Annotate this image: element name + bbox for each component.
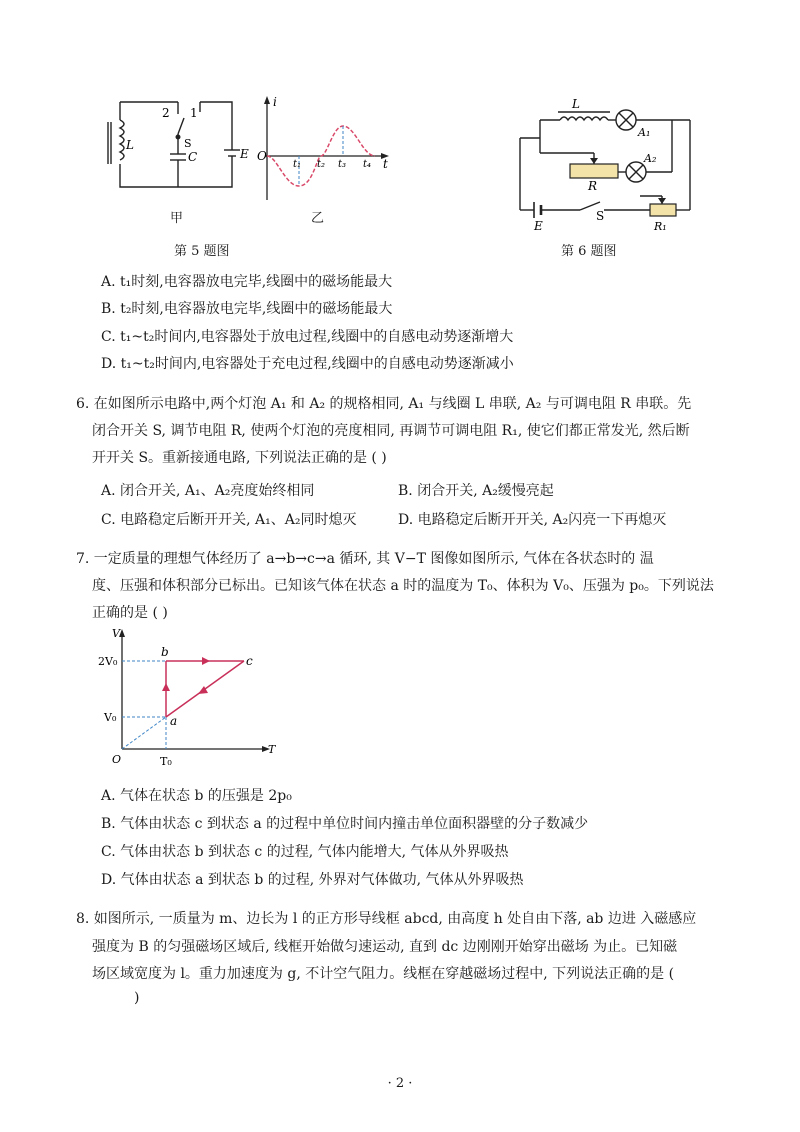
q8-stem-line-4: ) (134, 990, 140, 1006)
resistor-R (570, 164, 618, 178)
q5-option-d: D. t₁~t₂时间内,电容器处于充电过程,线圈中的自感电动势逐渐减小 (101, 356, 514, 372)
fig5-label-jia: 甲 (170, 211, 184, 226)
q7-option-a: A. 气体在状态 b 的压强是 2p₀ (101, 788, 292, 804)
label-b: b (161, 645, 169, 659)
rheostat-R1 (650, 204, 676, 216)
fig5-circuit-diagram (100, 92, 250, 202)
label-T0: T₀ (160, 755, 172, 768)
q7-vt-graph (98, 625, 288, 775)
fig6-caption: 第 6 题图 (561, 244, 617, 259)
label-c: c (246, 654, 253, 668)
q5-option-a: A. t₁时刻,电容器放电完毕,线圈中的磁场能最大 (101, 274, 393, 290)
page-number: · 2 · (387, 1076, 413, 1091)
q7-option-c: C. 气体由状态 b 到状态 c 的过程, 气体内能增大, 气体从外界吸热 (101, 844, 509, 860)
label-C: C (188, 150, 198, 164)
q6-option-d: D. 电路稳定后断开开关, A₂闪亮一下再熄灭 (398, 512, 667, 528)
label-V: V (112, 627, 120, 640)
q8-stem-line-1: 8. 如图所示, 一质量为 m、边长为 l 的正方形导线框 abcd, 由高度 h 处自由下落, ab 边进 入磁感应 (76, 911, 697, 927)
q6-option-b: B. 闭合开关, A₂缓慢亮起 (398, 483, 554, 499)
q6-stem-line-1: 6. 在如图所示电路中,两个灯泡 A₁ 和 A₂ 的规格相同, A₁ 与线圈 L 串联, A₂ 与可调电阻 R 串联。先 (76, 396, 692, 412)
label-S: S (184, 137, 192, 150)
label-R: R (588, 179, 598, 193)
fig6-circuit-diagram (512, 98, 702, 233)
label-T: T (268, 743, 276, 756)
label-t2: t₂ (317, 159, 326, 170)
label-O: O (112, 753, 122, 766)
label-t4: t₄ (363, 159, 372, 170)
label-t3: t₃ (338, 159, 347, 170)
q5-option-c: C. t₁~t₂时间内,电容器处于放电过程,线圈中的自感电动势逐渐增大 (101, 329, 514, 345)
fig5-label-yi: 乙 (311, 211, 325, 226)
label-t: t (383, 157, 388, 171)
q7-stem-line-3: 正确的是 ( ) (92, 605, 168, 621)
label-L: L (572, 98, 580, 111)
label-A2: A₂ (644, 152, 657, 165)
label-O: O (257, 149, 267, 163)
label-2: 2 (162, 106, 170, 120)
q6-stem-line-3: 开开关 S。重新接通电路, 下列说法正确的是 ( ) (92, 450, 387, 466)
label-L: L (126, 138, 134, 152)
fig5-current-time-graph (255, 92, 395, 207)
label-E: E (240, 147, 249, 161)
q7-option-d: D. 气体由状态 a 到状态 b 的过程, 外界对气体做功, 气体从外界吸热 (101, 872, 524, 888)
q5-option-b: B. t₂时刻,电容器放电完毕,线圈中的磁场能最大 (101, 301, 393, 317)
label-2V0: 2V₀ (98, 655, 118, 668)
label-a: a (170, 714, 178, 728)
fig5-caption: 第 5 题图 (174, 244, 230, 259)
q8-stem-line-2: 强度为 B 的匀强磁场区域后, 线框开始做匀速运动, 直到 dc 边刚刚开始穿出磁场 为止。已知磁 (92, 939, 678, 955)
label-V0: V₀ (104, 711, 117, 724)
q7-stem-line-1: 7. 一定质量的理想气体经历了 a→b→c→a 循环, 其 V−T 图像如图所示, 气体在各状态时的 温 (76, 551, 654, 567)
q7-option-b: B. 气体由状态 c 到状态 a 的过程中单位时间内撞击单位面积器壁的分子数减少 (101, 816, 589, 832)
q8-stem-line-3: 场区域宽度为 l。重力加速度为 g, 不计空气阻力。线框在穿越磁场过程中, 下列说法正确的是 ( (92, 966, 675, 982)
q7-stem-line-2: 度、压强和体积部分已标出。已知该气体在状态 a 时的温度为 T₀、体积为 V₀、压强为 p₀。下列说法 (92, 578, 714, 594)
label-E: E (534, 219, 543, 233)
label-1: 1 (190, 106, 198, 120)
label-i: i (273, 95, 277, 109)
q6-stem-line-2: 闭合开关 S, 调节电阻 R, 使两个灯泡的亮度相同, 再调节可调电阻 R₁, 使它们都正常发光, 然后断 (92, 423, 690, 439)
q6-option-a: A. 闭合开关, A₁、A₂亮度始终相同 (101, 483, 315, 499)
q6-option-c: C. 电路稳定后断开开关, A₁、A₂同时熄灭 (101, 512, 357, 528)
label-R1: R₁ (654, 220, 667, 233)
label-S: S (596, 209, 605, 223)
label-t1: t₁ (293, 159, 302, 170)
label-A1: A₁ (638, 126, 651, 139)
